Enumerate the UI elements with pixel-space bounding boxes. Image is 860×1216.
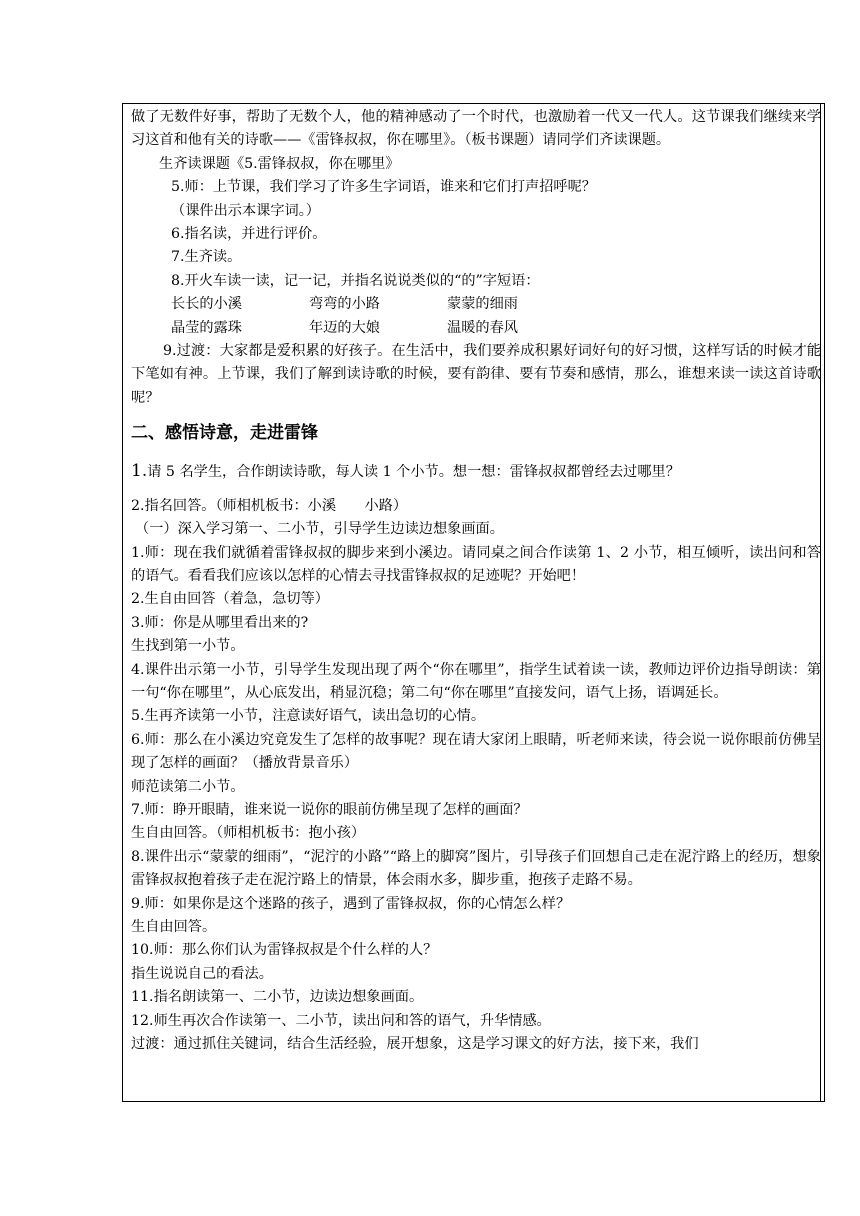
item-1-text: 请 5 名学生，合作朗读诗歌，每人读 1 个小节。想一想：雷锋叔叔都曾经去过哪里？ [147, 464, 680, 481]
phrase: 温暖的春风 [447, 319, 518, 336]
sub-step-11: 11.指名朗读第一、二小节，边读边想象画面。 [131, 989, 424, 1006]
sub-step-2: 2.生自由回答（着急，急切等） [131, 591, 329, 608]
phrase: 弯弯的小路 [309, 296, 380, 313]
step-6: 6.指名读，并进行评价。 [171, 226, 327, 243]
phrase-row-1 [131, 293, 821, 316]
phrase-row-2 [131, 317, 821, 340]
subsection-1: （一）深入学习第一、二小节，引导学生边读边想象画面。 [135, 521, 504, 538]
student-response: 生自由回答。 [131, 919, 217, 935]
student-response: 生自由回答。（师相机板书：抱小孩） [131, 825, 366, 842]
sub-step-1: 1.师：现在我们就循着雷锋叔叔的脚步来到小溪边。请同桌之间合作读第 1、2 小节，相互倾听，读出问和答的语气。看看我们应该以怎样的心情去寻找雷锋叔叔的足迹呢？开始吧！ [131, 544, 821, 584]
sub-step-4: 4.课件出示第一小节，引导学生发现出现了两个“你在哪里”，指学生试着读一读，教师边评价边指导朗读：第一句“你在哪里”，从心底发出，稍显沉稳；第二句“你在哪里”直接发问，语气上扬，语调延长。 [131, 661, 821, 701]
intro-paragraph: 做了无数件好事，帮助了无数个人，他的精神感动了一个时代，也激励着一代又一代人。这节课我们继续来学习这首和他有关的诗歌——《雷锋叔叔，你在哪里》。（板书课题）请同学们齐读课题。 [131, 109, 821, 149]
phrase: 长长的小溪 [171, 296, 242, 313]
class-read-title: 生齐读课题《5.雷锋叔叔，你在哪里》 [159, 155, 400, 172]
item-2: 2.指名回答。（师相机板书：小溪 小路） [131, 497, 408, 514]
item-1 [131, 460, 821, 484]
student-response: 指生说说自己的看法。 [131, 965, 273, 982]
transition-paragraph: 过渡：通过抓住关键词，结合生活经验，展开想象，这是学习课文的好方法，接下来，我们 [131, 1036, 699, 1053]
student-response: 生找到第一小节。 [131, 638, 245, 655]
teacher-reading: 师范读第二小节。 [131, 778, 245, 795]
sub-step-5: 5.生再齐读第一小节，注意读好语气，读出急切的心情。 [131, 708, 486, 725]
transition-9: 9.过渡：大家都是爱积累的好孩子。在生活中，我们要养成积累好词好句的好习惯，这样写话的时候才能下笔如有神。上节课，我们了解到读诗歌的时候，要有韵律、要有节奏和感情，那么，谁想来读一读这首诗歌呢？ [131, 343, 821, 406]
phrase: 蒙蒙的细雨 [447, 296, 518, 313]
sub-step-8: 8.课件出示“蒙蒙的细雨”，“泥泞的小路”“路上的脚窝”图片，引导孩子们回想自己走在泥泞路上的经历，想象雷锋叔叔抱着孩子走在泥泞路上的情景，体会雨水多，脚步重，抱孩子走路不易。 [131, 848, 821, 889]
sub-step-9: 9.师：如果你是这个迷路的孩子，遇到了雷锋叔叔，你的心情怎么样？ [131, 895, 571, 912]
sub-step-10: 10.师：那么你们认为雷锋叔叔是个什么样的人？ [131, 942, 438, 959]
sub-step-7: 7.师：睁开眼睛，谁来说一说你的眼前仿佛呈现了怎样的画面？ [131, 801, 528, 818]
phrase: 年迈的大娘 [309, 319, 380, 336]
sub-step-12: 12.师生再次合作读第一、二小节，读出问和答的语气，升华情感。 [131, 1012, 551, 1029]
lesson-content [131, 106, 821, 1056]
sub-step-6: 6.师：那么在小溪边究竟发生了怎样的故事呢？现在请大家闭上眼睛，听老师来读，待会说一说你眼前仿佛呈现了怎样的画面？（播放背景音乐） [131, 731, 821, 772]
step-5-note: （课件出示本课字词。） [171, 202, 320, 219]
section-heading: 二、感悟诗意，走进雷锋 [131, 423, 318, 444]
item-1-number: 1. [131, 461, 148, 482]
step-8: 8.开火车读一读，记一记，并指名说说类似的“的”字短语： [171, 272, 540, 289]
phrase: 晶莹的露珠 [171, 319, 242, 336]
lesson-plan-table-cell [122, 103, 825, 1102]
step-7: 7.生齐读。 [171, 249, 242, 266]
step-5: 5.师：上节课，我们学习了许多生字词语，谁来和它们打声招呼呢？ [171, 179, 596, 196]
sub-step-3: 3.师：你是从哪里看出来的? [131, 614, 309, 631]
